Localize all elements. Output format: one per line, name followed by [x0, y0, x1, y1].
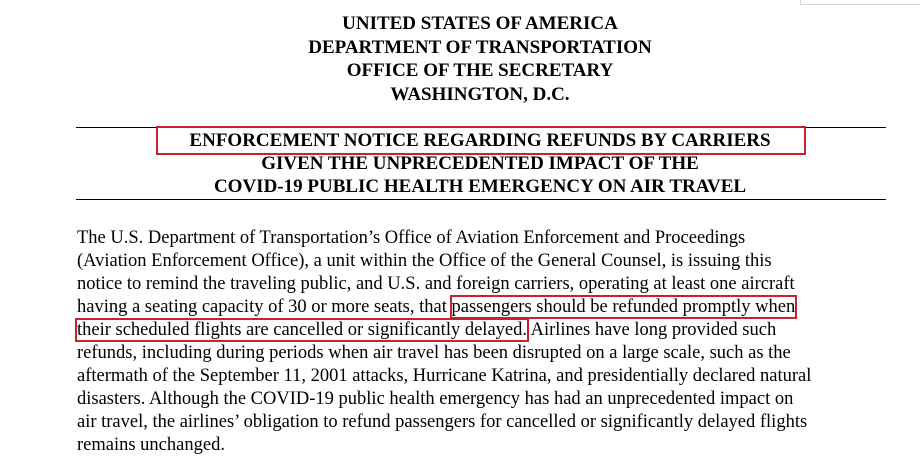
notice-title-line-1: ENFORCEMENT NOTICE REGARDING REFUNDS BY CARRIERS [189, 130, 771, 151]
bottom-rule [76, 199, 886, 200]
notice-title-line-2: GIVEN THE UNPRECEDENTED IMPACT OF THE [261, 153, 699, 174]
body-line: aftermath of the September 11, 2001 attacks, Hurricane Katrina, and presidentially declared natural [77, 366, 812, 386]
body-line: notice to remind the traveling public, and U.S. and foreign carriers, operating at least one aircraft [77, 274, 795, 294]
body-paragraph [77, 227, 885, 457]
header-line-country: UNITED STATES OF AMERICA [342, 13, 618, 34]
body-text-segment: having a seating capacity of 30 or more seats, that [77, 297, 452, 317]
body-line [77, 296, 885, 319]
body-line: air travel, the airlines’ obligation to refund passengers for cancelled or significantly delayed flights [77, 412, 808, 432]
body-line [77, 319, 885, 342]
body-text-segment: Airlines have long provided such [527, 320, 777, 340]
body-line: The U.S. Department of Transportation’s Office of Aviation Enforcement and Proceedings [77, 228, 746, 248]
highlighted-refund-text: passengers should be refunded promptly when [451, 297, 796, 317]
document-header [0, 12, 920, 106]
highlighted-refund-text-continued: their scheduled flights are cancelled or significantly delayed. [77, 320, 527, 340]
body-line: refunds, including during periods when air travel has been disrupted on a large scale, such as the [77, 343, 791, 363]
body-line: (Aviation Enforcement Office), a unit within the Office of the General Counsel, is issuing this [77, 251, 772, 271]
body-line: disasters. Although the COVID-19 public health emergency has had an unprecedented impact on [77, 389, 794, 409]
notice-title-line-3: COVID-19 PUBLIC HEALTH EMERGENCY ON AIR TRAVEL [213, 176, 747, 197]
header-line-location: WASHINGTON, D.C. [390, 83, 570, 105]
header-line-department: DEPARTMENT OF TRANSPORTATION [308, 36, 652, 58]
title-highlight-box [156, 126, 806, 155]
body-line: remains unchanged. [77, 435, 225, 455]
corner-divider [800, 0, 920, 5]
header-line-office: OFFICE OF THE SECRETARY [346, 60, 614, 81]
